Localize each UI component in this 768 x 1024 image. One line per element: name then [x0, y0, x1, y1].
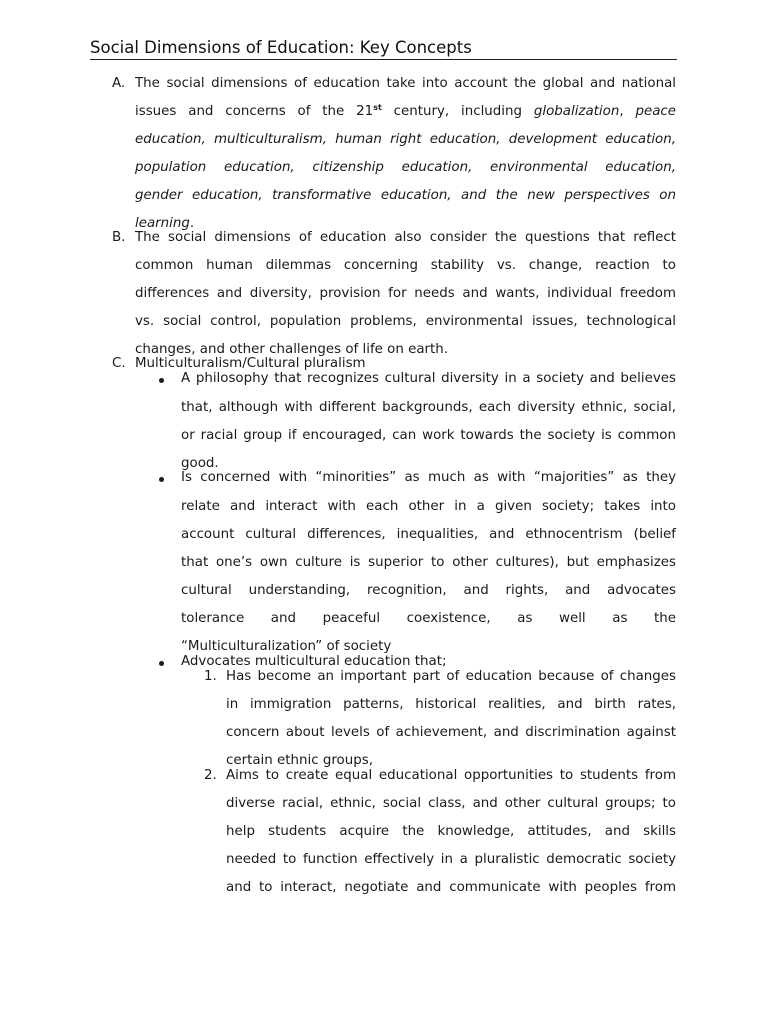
title-underline — [90, 59, 677, 60]
sub-2-line-1: Aims to create equal educational opportunities to students from — [226, 768, 676, 783]
sub-2-line-3: help students acquire the knowledge, attitudes, and skills — [226, 824, 676, 839]
item-b-line-2: common human dilemmas concerning stability vs. change, reaction to — [135, 258, 676, 273]
sub-2-line-5: and to interact, negotiate and communicate with peoples from — [226, 880, 676, 895]
bullet-1-line-1: A philosophy that recognizes cultural diversity in a society and believes — [181, 371, 676, 386]
bullet-2-line-2: relate and interact with each other in a given society; takes into — [181, 499, 676, 514]
sub-marker-2: 2. — [204, 768, 217, 783]
item-a-line-6: learning. — [135, 216, 195, 231]
item-a-line-5: gender education, transformative education, and the new perspectives on — [135, 188, 676, 203]
item-a-line-2: issues and concerns of the 21st century, including globalization, peace — [135, 103, 676, 119]
item-b-line-1: The social dimensions of education also consider the questions that reflect — [135, 230, 676, 245]
bullet-1-line-2: that, although with different backgrounds, each diversity ethnic, social, — [181, 400, 676, 415]
sub-1-line-3: concern about levels of achievement, and discrimination against — [226, 725, 676, 740]
item-a-line-1: The social dimensions of education take into account the global and national — [135, 76, 676, 91]
bullet-2-line-1: Is concerned with “minorities” as much as with “majorities” as they — [181, 470, 676, 485]
item-a-line-3: education, multiculturalism, human right education, development education, — [135, 132, 676, 147]
sub-1-line-2: in immigration patterns, historical realities, and birth rates, — [226, 697, 676, 712]
bullet-2-line-6: tolerance and peaceful coexistence, as well as the — [181, 611, 676, 626]
item-b-line-4: vs. social control, population problems, environmental issues, technological — [135, 314, 676, 329]
item-b-line-3: differences and diversity, provision for needs and wants, individual freedom — [135, 286, 676, 301]
superscript-st: st — [373, 103, 382, 112]
bullet-icon — [159, 378, 164, 383]
sub-2-line-4: needed to function effectively in a pluralistic democratic society — [226, 852, 676, 867]
bullet-1-line-3: or racial group if encouraged, can work towards the society is common — [181, 428, 676, 443]
bullet-2-line-3: account cultural differences, inequalities, and ethnocentrism (belief — [181, 527, 676, 542]
list-marker-c: C. — [112, 356, 126, 371]
bullet-icon — [159, 661, 164, 666]
bullet-3-line-1: Advocates multicultural education that; — [181, 654, 447, 669]
item-a-line-4: population education, citizenship education, environmental education, — [135, 160, 676, 175]
sub-1-line-1: Has become an important part of education because of changes — [226, 669, 676, 684]
list-marker-a: A. — [112, 76, 126, 91]
bullet-2-line-4: that one’s own culture is superior to other cultures), but emphasizes — [181, 555, 676, 570]
document-title: Social Dimensions of Education: Key Concepts — [90, 38, 472, 57]
sub-marker-1: 1. — [204, 669, 217, 684]
sub-1-line-4: certain ethnic groups, — [226, 753, 373, 768]
item-c-heading: Multiculturalism/Cultural pluralism — [135, 356, 366, 371]
bullet-icon — [159, 477, 164, 482]
sub-2-line-2: diverse racial, ethnic, social class, and other cultural groups; to — [226, 796, 676, 811]
item-b-line-5: changes, and other challenges of life on earth. — [135, 342, 449, 357]
bullet-1-line-4: good. — [181, 456, 219, 471]
bullet-2-line-5: cultural understanding, recognition, and rights, and advocates — [181, 583, 676, 598]
list-marker-b: B. — [112, 230, 126, 245]
bullet-2-line-7: “Multiculturalization” of society — [181, 639, 392, 654]
